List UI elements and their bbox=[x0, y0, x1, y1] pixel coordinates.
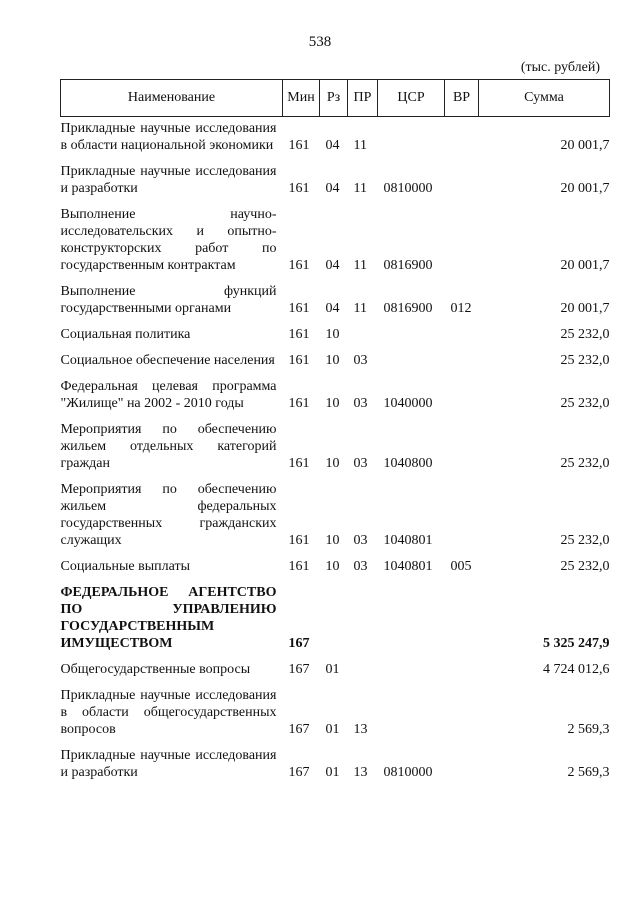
row-vr bbox=[445, 200, 479, 277]
row-pr: 03 bbox=[353, 353, 368, 368]
row-rz: 10 bbox=[325, 353, 340, 368]
page-number: 538 bbox=[308, 34, 332, 50]
row-sum: 25 232,0 bbox=[560, 396, 610, 411]
table-row bbox=[61, 277, 610, 320]
row-sum: 25 232,0 bbox=[560, 456, 610, 471]
row-sum: 20 001,7 bbox=[560, 181, 610, 196]
header-name: Наименование bbox=[61, 80, 283, 117]
row-rz: 10 bbox=[325, 559, 340, 574]
row-rz: 10 bbox=[325, 533, 340, 548]
row-name: Федеральная целевая программа "Жилище" на 2002 - 2010 годы bbox=[60, 379, 277, 411]
row-pr: 03 bbox=[353, 456, 368, 471]
row-min: 161 bbox=[288, 456, 310, 471]
row-sum: 25 232,0 bbox=[560, 533, 610, 548]
row-sum: 25 232,0 bbox=[560, 353, 610, 368]
table-row bbox=[61, 415, 610, 475]
row-rz bbox=[320, 578, 348, 655]
row-name: Выполнение научно-исследовательских и опытно-конструкторских работ по государственным контрактам bbox=[60, 207, 277, 273]
row-name: Общегосударственные вопросы bbox=[60, 662, 251, 677]
row-sum: 20 001,7 bbox=[560, 301, 610, 316]
table-row bbox=[61, 681, 610, 741]
row-name: ФЕДЕРАЛЬНОЕ АГЕНТСТВО ПО УПРАВЛЕНИЮ ГОСУДАРСТВЕННЫМ ИМУЩЕСТВОМ bbox=[60, 585, 277, 651]
row-rz: 01 bbox=[325, 722, 340, 737]
row-vr: 005 bbox=[450, 559, 472, 574]
row-vr bbox=[445, 681, 479, 741]
row-rz: 01 bbox=[325, 765, 340, 780]
row-min: 161 bbox=[288, 559, 310, 574]
row-pr: 11 bbox=[353, 258, 367, 273]
row-name: Мероприятия по обеспечению жильем федеральных государственных гражданских служащих bbox=[60, 482, 277, 548]
table-row bbox=[61, 741, 610, 784]
header-sum: Сумма bbox=[479, 80, 610, 117]
row-sum: 2 569,3 bbox=[567, 765, 610, 780]
row-csr: 0816900 bbox=[383, 258, 433, 273]
table-row bbox=[61, 372, 610, 415]
row-name: Социальная политика bbox=[60, 327, 191, 342]
row-pr: 11 bbox=[353, 181, 367, 196]
table-row bbox=[61, 157, 610, 200]
row-csr bbox=[378, 346, 445, 372]
row-sum: 2 569,3 bbox=[567, 722, 610, 737]
row-vr bbox=[445, 346, 479, 372]
row-vr bbox=[445, 578, 479, 655]
table-row bbox=[61, 320, 610, 346]
row-min: 161 bbox=[288, 396, 310, 411]
header-csr: ЦСР bbox=[378, 80, 445, 117]
row-vr bbox=[445, 415, 479, 475]
header-rz: Рз bbox=[320, 80, 348, 117]
row-csr: 1040801 bbox=[383, 559, 433, 574]
row-csr: 0816900 bbox=[383, 301, 433, 316]
row-rz: 01 bbox=[325, 662, 340, 677]
table-row bbox=[61, 552, 610, 578]
row-csr: 1040800 bbox=[383, 456, 433, 471]
row-pr: 11 bbox=[353, 301, 367, 316]
row-name: Выполнение функций государственными органами bbox=[60, 284, 277, 316]
row-csr bbox=[378, 578, 445, 655]
row-min: 161 bbox=[288, 138, 310, 153]
row-csr bbox=[378, 655, 445, 681]
row-name: Прикладные научные исследования и разработки bbox=[60, 748, 277, 780]
row-min: 161 bbox=[288, 353, 310, 368]
row-vr bbox=[445, 157, 479, 200]
row-sum: 20 001,7 bbox=[560, 258, 610, 273]
row-name: Мероприятия по обеспечению жильем отдельных категорий граждан bbox=[60, 422, 277, 471]
row-rz: 10 bbox=[325, 327, 340, 342]
row-pr bbox=[348, 655, 378, 681]
row-csr bbox=[378, 681, 445, 741]
row-min: 167 bbox=[288, 722, 310, 737]
table-row bbox=[61, 655, 610, 681]
units-label: (тыс. рублей) bbox=[520, 60, 600, 75]
budget-table bbox=[60, 79, 610, 784]
row-name: Социальные выплаты bbox=[60, 559, 191, 574]
row-name: Прикладные научные исследования и разработки bbox=[60, 164, 277, 196]
row-min: 161 bbox=[288, 258, 310, 273]
row-vr bbox=[445, 655, 479, 681]
row-csr bbox=[378, 117, 445, 158]
row-rz: 04 bbox=[325, 138, 340, 153]
row-min: 167 bbox=[288, 662, 310, 677]
row-csr: 1040801 bbox=[383, 533, 433, 548]
row-min: 161 bbox=[288, 301, 310, 316]
table-row bbox=[61, 578, 610, 655]
row-name: Прикладные научные исследования в области национальной экономики bbox=[60, 121, 277, 153]
table-row bbox=[61, 346, 610, 372]
row-pr: 13 bbox=[353, 722, 368, 737]
row-vr bbox=[445, 741, 479, 784]
table-header-row bbox=[61, 80, 610, 117]
row-csr: 1040000 bbox=[383, 396, 433, 411]
row-rz: 10 bbox=[325, 396, 340, 411]
row-rz: 04 bbox=[325, 181, 340, 196]
row-rz: 10 bbox=[325, 456, 340, 471]
row-sum: 25 232,0 bbox=[560, 559, 610, 574]
row-sum: 20 001,7 bbox=[560, 138, 610, 153]
row-rz: 04 bbox=[325, 258, 340, 273]
row-pr bbox=[348, 320, 378, 346]
row-min: 167 bbox=[288, 765, 310, 780]
row-pr: 11 bbox=[353, 138, 367, 153]
row-name: Прикладные научные исследования в области общегосударственных вопросов bbox=[60, 688, 277, 737]
row-rz: 04 bbox=[325, 301, 340, 316]
table-row bbox=[61, 200, 610, 277]
row-pr: 13 bbox=[353, 765, 368, 780]
row-min: 167 bbox=[288, 636, 310, 651]
row-csr bbox=[378, 320, 445, 346]
header-vr: ВР bbox=[445, 80, 479, 117]
row-min: 161 bbox=[288, 327, 310, 342]
row-name: Социальное обеспечение населения bbox=[60, 353, 275, 368]
header-pr: ПР bbox=[348, 80, 378, 117]
row-pr: 03 bbox=[353, 559, 368, 574]
row-vr bbox=[445, 320, 479, 346]
row-vr bbox=[445, 372, 479, 415]
row-pr bbox=[348, 578, 378, 655]
row-sum: 4 724 012,6 bbox=[543, 662, 610, 677]
header-min: Мин bbox=[283, 80, 320, 117]
row-vr: 012 bbox=[450, 301, 472, 316]
table-row bbox=[61, 117, 610, 158]
row-min: 161 bbox=[288, 181, 310, 196]
row-csr: 0810000 bbox=[383, 181, 433, 196]
row-vr bbox=[445, 117, 479, 158]
row-vr bbox=[445, 475, 479, 552]
row-csr: 0810000 bbox=[383, 765, 433, 780]
row-min: 161 bbox=[288, 533, 310, 548]
row-sum: 25 232,0 bbox=[560, 327, 610, 342]
row-pr: 03 bbox=[353, 396, 368, 411]
row-pr: 03 bbox=[353, 533, 368, 548]
row-sum: 5 325 247,9 bbox=[543, 636, 610, 651]
table-row bbox=[61, 475, 610, 552]
